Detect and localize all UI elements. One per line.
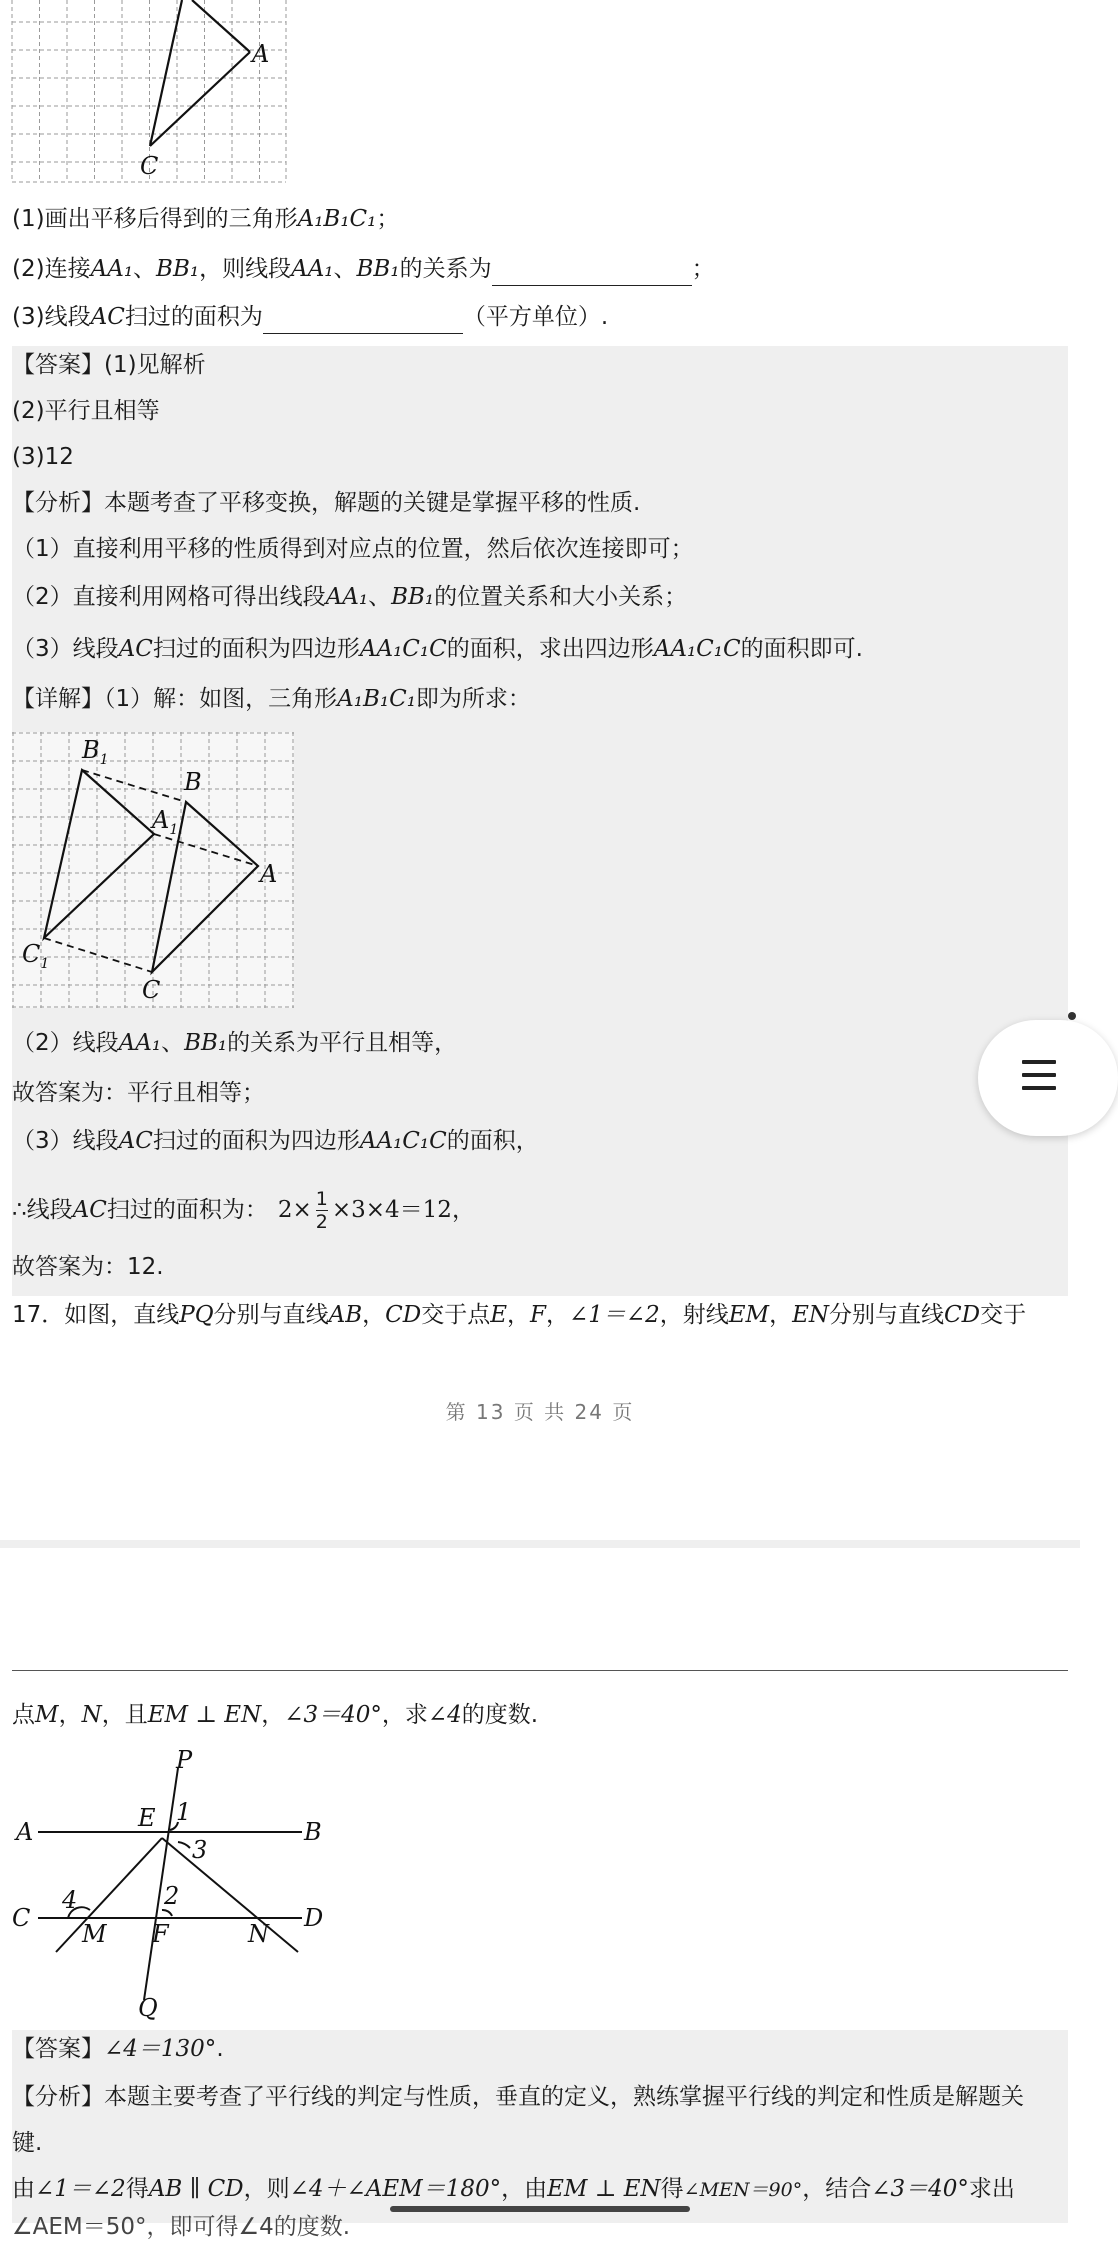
answer17-label: 【答案】∠4＝130°. bbox=[12, 2036, 224, 2062]
header-rule bbox=[12, 1670, 1068, 1671]
answer-blank bbox=[263, 307, 463, 334]
label-n: N bbox=[248, 1920, 269, 1948]
answer-part3: (3)12 bbox=[12, 444, 74, 470]
analysis17-reason: 由∠1＝∠2得AB ∥ CD，则∠4＋∠AEM＝180°，由EM ⊥ EN得∠MEN＝90°，结合∠3＝40°求出 bbox=[12, 2176, 1015, 2202]
label-angle-1: 1 bbox=[176, 1798, 192, 1826]
q16-part3: (3)线段AC扫过的面积为 （平方单位）. bbox=[12, 300, 608, 334]
analysis-step3: （3）线段AC扫过的面积为四边形AA₁C₁C的面积，求出四边形AA₁C₁C的面积即可. bbox=[12, 636, 863, 662]
point-a-label-fig2: A bbox=[260, 860, 278, 888]
fraction-one-half: $\frac{1}{2}$ bbox=[315, 1188, 328, 1233]
q17-line1: 17．如图，直线PQ分别与直线AB，CD交于点E，F，∠1＝∠2，射线EM，EN分别与直线CD交于 bbox=[12, 1302, 1027, 1328]
figure-translated-triangles bbox=[12, 732, 294, 1008]
point-c1-label: $C_1$ bbox=[22, 940, 50, 972]
detail-part2-answer: 故答案为：平行且相等； bbox=[12, 1080, 265, 1106]
answer-part2: (2)平行且相等 bbox=[12, 398, 160, 424]
analysis-step1: （1）直接利用平移的性质得到对应点的位置，然后依次连接即可； bbox=[12, 536, 694, 562]
analysis17-cutoff: ∠AEM＝50°，即可得∠4的度数. bbox=[12, 2214, 351, 2240]
hamburger-menu-icon bbox=[1022, 1060, 1056, 1099]
detail-part3-calc: ∴线段AC扫过的面积为： 2× $\frac{1}{2}$ ×3×4＝12， bbox=[12, 1188, 475, 1233]
label-d: D bbox=[304, 1904, 324, 1932]
label-angle-2: 2 bbox=[164, 1882, 180, 1910]
page-gap bbox=[0, 1540, 1080, 1548]
home-indicator[interactable] bbox=[390, 2206, 690, 2212]
q17-line2: 点M，N，且EM ⊥ EN，∠3＝40°，求∠4的度数. bbox=[12, 1702, 539, 1728]
point-a1-label: $A_1$ bbox=[152, 806, 179, 838]
point-b-label: B bbox=[184, 768, 202, 796]
label-m: M bbox=[82, 1920, 107, 1948]
figure-parallel-lines bbox=[12, 1746, 342, 2022]
answer-blank bbox=[492, 259, 692, 286]
label-angle-4: 4 bbox=[62, 1886, 78, 1914]
analysis17-line2: 键. bbox=[12, 2130, 43, 2156]
point-a-label: A bbox=[252, 40, 270, 68]
page-footer: 第 13 页 共 24 页 bbox=[445, 1400, 635, 1424]
answer-label: 【答案】(1)见解析 bbox=[12, 352, 206, 378]
q16-part2: (2)连接AA₁、BB₁，则线段AA₁、BB₁的关系为 ； bbox=[12, 252, 715, 286]
label-angle-3: 3 bbox=[192, 1836, 208, 1864]
label-b: B bbox=[304, 1818, 322, 1846]
scroll-indicator[interactable] bbox=[1068, 1012, 1076, 1020]
detail-part3: （3）线段AC扫过的面积为四边形AA₁C₁C的面积， bbox=[12, 1128, 539, 1154]
document-page-14 bbox=[0, 1548, 1080, 2240]
analysis-text: 【分析】本题考查了平移变换，解题的关键是掌握平移的性质. bbox=[12, 490, 641, 516]
detail-part3-answer: 故答案为：12. bbox=[12, 1254, 164, 1280]
q16-part1: (1)画出平移后得到的三角形A₁B₁C₁； bbox=[12, 206, 400, 232]
label-f: F bbox=[152, 1920, 169, 1948]
detail-heading: 【详解】（1）解：如图，三角形A₁B₁C₁即为所求： bbox=[12, 686, 531, 712]
point-c-label-fig2: C bbox=[142, 976, 161, 1004]
point-c-label: C bbox=[140, 152, 159, 180]
label-p: P bbox=[176, 1746, 193, 1774]
label-q: Q bbox=[138, 1994, 158, 2022]
point-b1-label: $B_1$ bbox=[82, 736, 109, 768]
label-a: A bbox=[16, 1818, 34, 1846]
label-c: C bbox=[12, 1904, 31, 1932]
label-e: E bbox=[138, 1804, 156, 1832]
detail-part2: （2）线段AA₁、BB₁的关系为平行且相等， bbox=[12, 1030, 458, 1056]
analysis17-line1: 【分析】本题主要考查了平行线的判定与性质，垂直的定义，熟练掌握平行线的判定和性质是解题关 bbox=[12, 2084, 1024, 2110]
menu-button[interactable] bbox=[978, 1020, 1118, 1136]
analysis-step2: （2）直接利用网格可得出线段AA₁、BB₁的位置关系和大小关系； bbox=[12, 584, 688, 610]
figure-grid-triangle bbox=[12, 0, 288, 184]
